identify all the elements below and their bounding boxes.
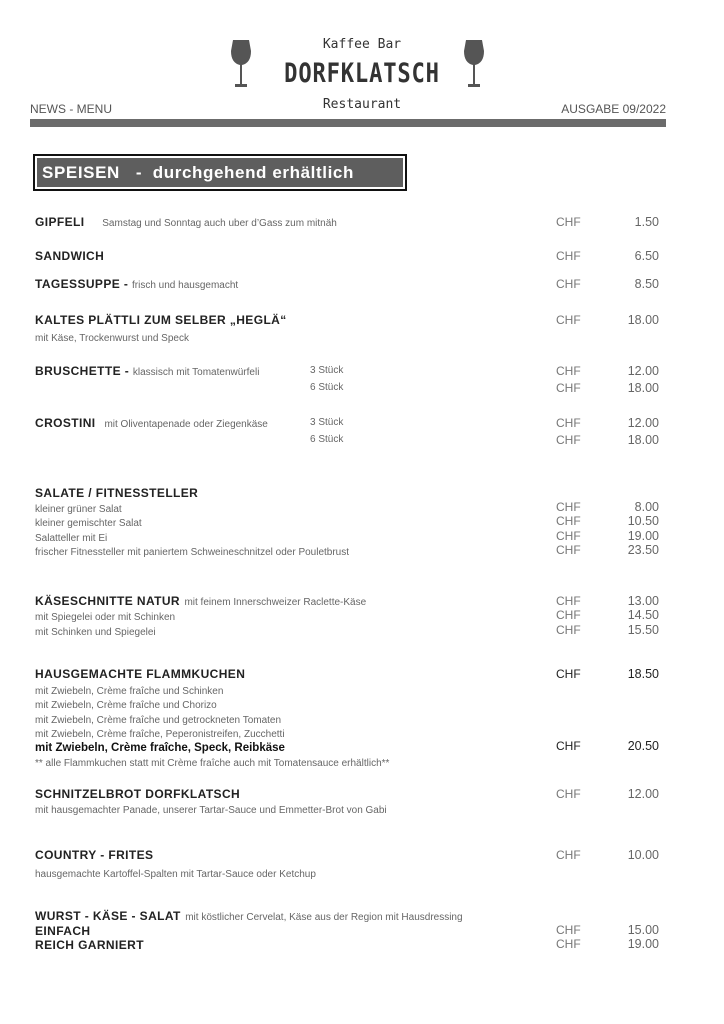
item-desc: mit feinem Innerschweizer Raclette-Käse: [184, 597, 367, 608]
currency: CHF: [556, 416, 581, 430]
currency: CHF: [556, 787, 581, 801]
currency: CHF: [556, 249, 581, 263]
item-title: SALATE / FITNESSTELLER: [35, 486, 199, 500]
currency: CHF: [556, 739, 581, 753]
menu-option: [35, 923, 724, 938]
currency: CHF: [556, 433, 581, 447]
item-title: TAGESSUPPE: [35, 277, 121, 291]
price: 15.00: [627, 923, 659, 937]
menu-item: [35, 276, 724, 292]
logo-restaurant: Restaurant: [322, 97, 402, 112]
menu-option: [35, 543, 724, 558]
item-title: SANDWICH: [35, 249, 105, 263]
menu-item: [35, 312, 724, 328]
menu-item: [35, 214, 724, 230]
price: 14.50: [627, 608, 659, 622]
item-desc: Samstag und Sonntag auch uber d’Gass zum mitnäh: [102, 218, 337, 229]
price: 12.00: [627, 787, 659, 801]
header-divider: [30, 119, 666, 127]
quantity: 3 Stück: [310, 365, 344, 376]
separator: -: [121, 364, 133, 378]
price: 8.50: [634, 277, 659, 291]
item-desc: mit Zwiebeln, Crème fraîche und Chorizo: [35, 700, 217, 711]
item-desc: mit Oliventapenade oder Ziegenkäse: [104, 419, 268, 430]
quantity: 6 Stück: [310, 382, 344, 393]
item-desc: mit Zwiebeln, Crème fraîche und getrockneten Tomaten: [35, 715, 282, 726]
quantity: 6 Stück: [310, 434, 344, 445]
price: 13.00: [627, 594, 659, 608]
currency: CHF: [556, 937, 581, 951]
item-desc: mit köstlicher Cervelat, Käse aus der Region mit Hausdressing: [185, 912, 463, 923]
price: 12.00: [627, 364, 659, 378]
item-title: KALTES PLÄTTLI ZUM SELBER „HEGLÄ“: [35, 313, 287, 327]
price: 12.00: [627, 416, 659, 430]
price: 18.00: [627, 381, 659, 395]
option-label: mit Spiegelei oder mit Schinken: [35, 612, 176, 623]
option-label: mit Schinken und Spiegelei: [35, 627, 156, 638]
separator: -: [120, 277, 133, 291]
price: 19.00: [627, 529, 659, 543]
currency: CHF: [556, 364, 581, 378]
currency: CHF: [556, 623, 581, 637]
option-label: frischer Fitnessteller mit paniertem Schweineschnitzel oder Pouletbrust: [35, 547, 350, 558]
option-label: EINFACH: [35, 924, 91, 938]
menu-option: [35, 739, 724, 754]
currency: CHF: [556, 500, 581, 514]
item-title: KÄSESCHNITTE NATUR: [35, 594, 180, 608]
price: 18.00: [627, 433, 659, 447]
price: 6.50: [634, 249, 659, 263]
currency: CHF: [556, 514, 581, 528]
menu-item: [35, 415, 724, 431]
item-desc: mit hausgemachter Panade, unserer Tartar-Sauce und Emmetter-Brot von Gabi: [35, 805, 387, 816]
option-label: kleiner gemischter Salat: [35, 518, 142, 529]
item-desc: klassisch mit Tomatenwürfeli: [132, 367, 260, 378]
item-desc: hausgemachte Kartoffel-Spalten mit Tartar-Sauce oder Ketchup: [35, 869, 316, 880]
item-title: CROSTINI: [35, 416, 96, 430]
item-title: SCHNITZELBROT DORFKLATSCH: [35, 787, 241, 801]
menu-item: [35, 593, 724, 609]
item-desc: mit Zwiebeln, Crème fraîche, Peperonistreifen, Zucchetti: [35, 729, 285, 740]
menu-item: [35, 847, 724, 863]
item-title: COUNTRY - FRITES: [35, 848, 154, 862]
item-desc: frisch und hausgemacht: [132, 280, 239, 291]
currency: CHF: [556, 381, 581, 395]
price: 20.50: [627, 739, 659, 753]
currency: CHF: [556, 313, 581, 327]
menu-item: [35, 363, 724, 379]
item-title: HAUSGEMACHTE FLAMMKUCHEN: [35, 667, 246, 681]
currency: CHF: [556, 594, 581, 608]
issue-label: AUSGABE 09/2022: [561, 102, 666, 116]
item-title: GIPFELI: [35, 215, 85, 229]
logo-dorfklatsch: DORFKLATSCH: [284, 58, 440, 89]
price: 1.50: [634, 215, 659, 229]
item-title: WURST - KÄSE - SALAT: [35, 909, 181, 923]
currency: CHF: [556, 848, 581, 862]
currency: CHF: [556, 529, 581, 543]
quantity: 3 Stück: [310, 417, 344, 428]
menu-option: [35, 937, 724, 952]
menu-option: [35, 514, 724, 529]
menu-item: [35, 786, 724, 802]
section-title: SPEISEN - durchgehend erhältlich: [37, 158, 403, 187]
price: 15.50: [627, 623, 659, 637]
item-note: ** alle Flammkuchen statt mit Crème fraîche auch mit Tomatensauce erhältlich**: [35, 758, 390, 769]
option-label: kleiner grüner Salat: [35, 504, 122, 515]
price: 19.00: [627, 937, 659, 951]
price: 23.50: [627, 543, 659, 557]
menu-option: [35, 623, 724, 638]
item-title: BRUSCHETTE: [35, 364, 122, 378]
currency: CHF: [556, 608, 581, 622]
price: 18.50: [627, 667, 659, 681]
price: 10.00: [627, 848, 659, 862]
price: 18.00: [627, 313, 659, 327]
item-desc: mit Käse, Trockenwurst und Speck: [35, 333, 189, 344]
menu-item: [35, 666, 724, 682]
menu-option: [35, 380, 724, 396]
currency: CHF: [556, 277, 581, 291]
menu-option: [35, 529, 724, 544]
menu-item: [35, 485, 724, 501]
price: 8.00: [634, 500, 659, 514]
currency: CHF: [556, 667, 581, 681]
price: 10.50: [627, 514, 659, 528]
option-label: Salatteller mit Ei: [35, 533, 108, 544]
menu-item: [35, 248, 724, 264]
item-desc: mit Zwiebeln, Crème fraîche und Schinken: [35, 686, 224, 697]
logo-kaffee-bar: Kaffee Bar: [322, 37, 402, 52]
section-header: [33, 154, 407, 191]
currency: CHF: [556, 215, 581, 229]
option-label: REICH GARNIERT: [35, 938, 144, 952]
menu-item: [35, 908, 724, 924]
option-label: mit Zwiebeln, Crème fraîche, Speck, Reibkäse: [35, 742, 285, 754]
menu-option: [35, 500, 724, 515]
menu-option: [35, 608, 724, 623]
menu-option: [35, 432, 724, 448]
news-menu-label: NEWS - MENU: [30, 102, 112, 116]
currency: CHF: [556, 923, 581, 937]
currency: CHF: [556, 543, 581, 557]
